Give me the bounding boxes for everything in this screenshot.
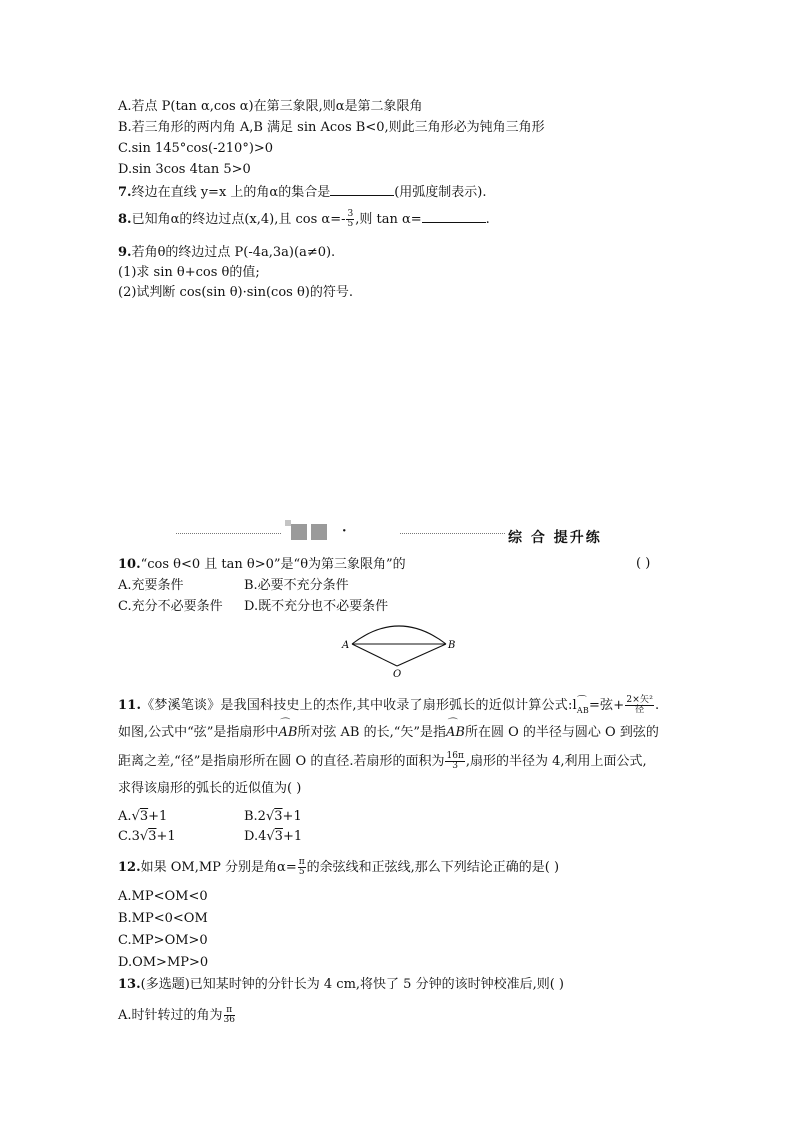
sqrt-sign: √ bbox=[139, 829, 149, 844]
q13-number: 13. bbox=[118, 977, 141, 992]
q12-option-a: A.MP<OM<0 bbox=[118, 889, 208, 904]
q11-arc-ab: ⌒ AB bbox=[278, 724, 297, 742]
label-o: O bbox=[393, 669, 402, 680]
q12-fraction bbox=[298, 858, 306, 877]
q11-text: 距离之差,“径”是指扇形所在圆 O 的直径.若扇形的面积为 bbox=[118, 754, 445, 769]
q11-number: 11. bbox=[118, 698, 142, 713]
q6-option-d: D.sin 3cos 4tan 5>0 bbox=[118, 162, 251, 177]
q9-part-2: (2)试判断 cos(sin θ)·sin(cos θ)的符号. bbox=[118, 285, 353, 300]
q10-number: 10. bbox=[118, 557, 141, 572]
section-divider-right bbox=[400, 533, 505, 534]
section-decoration-dot: · bbox=[342, 524, 347, 539]
q12-question bbox=[118, 858, 559, 877]
q11-text-end: . bbox=[655, 698, 660, 713]
q11-arc-ab-2: ⌒ AB bbox=[446, 724, 465, 742]
q11-line-2 bbox=[118, 724, 659, 742]
q11-line-1 bbox=[118, 696, 659, 720]
q7-question bbox=[118, 183, 486, 202]
section-decoration-block-1 bbox=[291, 524, 307, 540]
q13-option-a bbox=[118, 1006, 236, 1025]
sector-arc bbox=[352, 626, 446, 644]
q10-stem: “cos θ<0 且 tan θ>0”是“θ为第三象限角”的 bbox=[140, 557, 406, 572]
q12-fraction-numerator: π bbox=[298, 857, 305, 867]
q8-answer-blank[interactable] bbox=[422, 210, 486, 223]
q7-stem: 终边在直线 y=x 上的角α的集合是 bbox=[131, 185, 331, 200]
q6-option-c: C.sin 145°cos(-210°)>0 bbox=[118, 141, 274, 156]
q9-number: 9. bbox=[118, 245, 132, 260]
q10-option-a: A.充要条件 bbox=[118, 578, 184, 593]
q10-option-c: C.充分不必要条件 bbox=[118, 599, 223, 614]
label-a: A bbox=[342, 640, 350, 651]
q9-stem: 若角θ的终边过点 P(-4a,3a)(a≠0). bbox=[131, 245, 336, 260]
q11-option-c: C.3√3+1 bbox=[118, 829, 176, 844]
q11-area-numerator: 16π bbox=[446, 751, 464, 761]
q8-fraction bbox=[346, 210, 354, 229]
label-b: B bbox=[448, 640, 456, 651]
sqrt-sign: √ bbox=[265, 809, 275, 824]
q8-question bbox=[118, 210, 490, 229]
q11-formula-numerator: 2×矢² bbox=[626, 695, 654, 705]
q8-stem-mid: ,则 tan α= bbox=[355, 212, 422, 227]
q11-arc-subscript: ⌒ $_{AB}$ bbox=[577, 702, 589, 720]
q6-option-b: B.若三角形的两内角 A,B 满足 sin Acos B<0,则此三角形必为钝角三角形 bbox=[118, 120, 545, 135]
q11-text: 所对弦 AB 的长,“矢”是指 bbox=[297, 725, 447, 740]
q11-option-b: B.2√3+1 bbox=[244, 809, 302, 824]
q11-formula-fraction bbox=[625, 696, 654, 715]
sector-figure bbox=[336, 614, 462, 680]
q11-area-fraction bbox=[445, 752, 464, 771]
q12-stem: 如果 OM,MP 分别是角α= bbox=[140, 860, 297, 875]
q11-text-mid: =弦+ bbox=[588, 698, 625, 713]
q11-formula-denominator: 径 bbox=[635, 705, 645, 715]
q8-stem: 已知角α的终边过点(x,4),且 cos α=- bbox=[131, 212, 346, 227]
q13-option-a-text: A.时针转过的角为 bbox=[118, 1008, 223, 1023]
q12-option-b: B.MP<0<OM bbox=[118, 911, 208, 926]
section-decoration-block-2 bbox=[311, 524, 327, 540]
sector-radius-left bbox=[352, 644, 397, 666]
sector-radius-right bbox=[397, 644, 446, 666]
q11-options-row-2 bbox=[118, 828, 302, 846]
q13-fraction-numerator: π bbox=[224, 1006, 235, 1016]
q7-answer-blank[interactable] bbox=[330, 183, 394, 196]
q13-question bbox=[118, 976, 564, 994]
q13-fraction-denominator: 36 bbox=[223, 1015, 235, 1025]
q10-option-b: B.必要不充分条件 bbox=[244, 578, 349, 593]
q9-question bbox=[118, 244, 335, 262]
q11-text: 所在圆 O 的半径与圆心 O 到弦的 bbox=[464, 725, 659, 740]
q12-fraction-denominator: 5 bbox=[298, 867, 305, 877]
q11-option-d: D.4√3+1 bbox=[244, 829, 303, 844]
q12-option-c: C.MP>OM>0 bbox=[118, 933, 208, 948]
q10-question bbox=[118, 556, 406, 574]
q13-stem: (多选题)已知某时钟的分针长为 4 cm,将快了 5 分钟的该时钟校准后,则( ) bbox=[140, 977, 564, 992]
q12-number: 12. bbox=[118, 860, 141, 875]
q12-stem-end: 的余弦线和正弦线,那么下列结论正确的是( ) bbox=[306, 860, 560, 875]
q9-part-1: (1)求 sin θ+cos θ的值; bbox=[118, 265, 260, 280]
q11-area-denominator: 3 bbox=[452, 761, 459, 771]
section-title: 综 合 提升练 bbox=[508, 530, 602, 546]
q8-number: 8. bbox=[118, 212, 132, 227]
q11-option-a: A.√3+1 bbox=[118, 809, 168, 824]
q10-option-d: D.既不充分也不必要条件 bbox=[244, 599, 389, 614]
q11-text: 如图,公式中“弦”是指扇形中 bbox=[118, 725, 279, 740]
q13-option-a-fraction bbox=[224, 1006, 235, 1025]
q7-stem-end: (用弧度制表示). bbox=[394, 185, 487, 200]
sqrt-sign: √ bbox=[131, 809, 140, 824]
q11-line-3 bbox=[118, 752, 647, 771]
q7-number: 7. bbox=[118, 185, 132, 200]
q10-options-row-1 bbox=[118, 577, 349, 595]
q6-option-a: A.若点 P(tan α,cos α)在第三象限,则α是第二象限角 bbox=[118, 99, 423, 114]
sqrt-sign: √ bbox=[266, 829, 275, 844]
q11-text: ,扇形的半径为 4,利用上面公式, bbox=[465, 754, 647, 769]
q10-answer-paren[interactable]: ( ) bbox=[636, 556, 651, 571]
q8-stem-end: . bbox=[485, 212, 490, 227]
section-divider-left bbox=[176, 533, 281, 534]
q8-fraction-numerator: 3 bbox=[347, 209, 354, 219]
q11-options-row-1 bbox=[118, 808, 302, 826]
q8-fraction-denominator: 5 bbox=[347, 219, 354, 229]
q11-text: 《梦溪笔谈》是我国科技史上的杰作,其中收录了扇形弧长的近似计算公式:l bbox=[141, 698, 577, 713]
q11-line-4: 求得该扇形的弧长的近似值为( ) bbox=[118, 781, 302, 796]
q12-option-d: D.OM>MP>0 bbox=[118, 955, 209, 970]
